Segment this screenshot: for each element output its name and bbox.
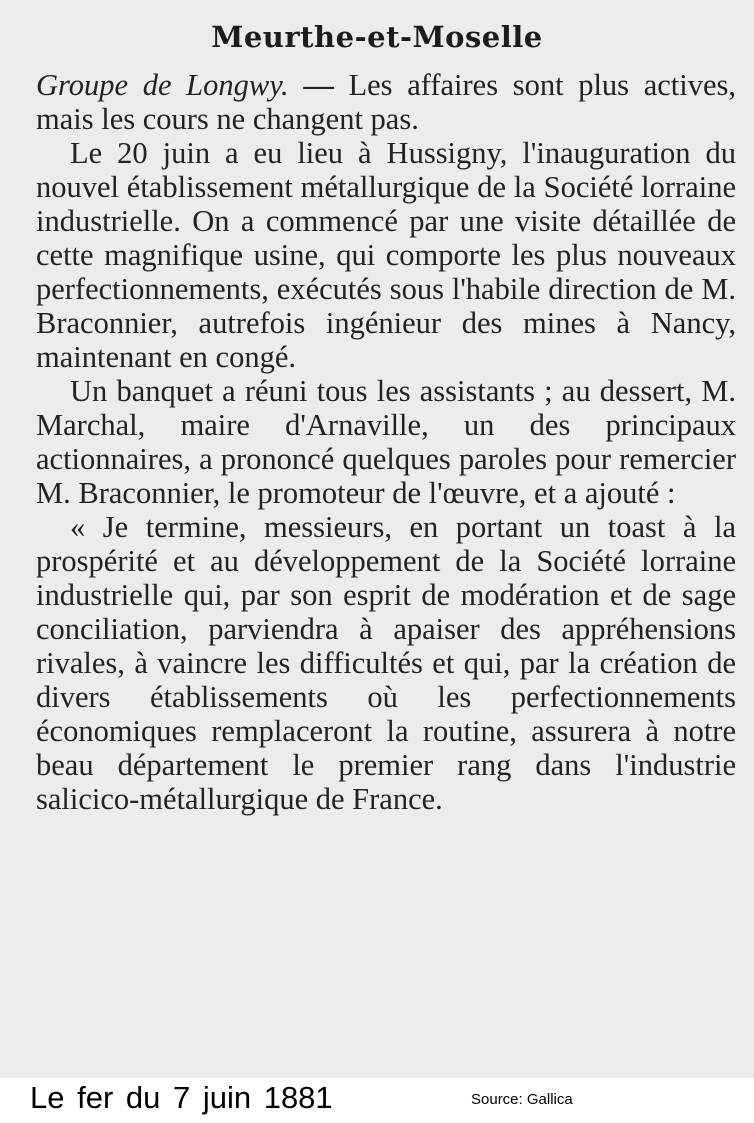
- article-heading: Meurthe-et-Moselle: [211, 20, 543, 54]
- paragraph-2: Le 20 juin a eu lieu à Hussigny, l'inauguration du nouvel établissement métallurgique de la Société lorraine industrielle. On a commencé par une visite détaillée de cette magnifique usine, qui comporte les plus nouveaux perfectionnements, exécutés sous l'habile direction de M. Braconnier, autrefois ingénieur des mines à Nancy, maintenant en congé.: [36, 136, 736, 374]
- paragraph-1: [36, 68, 736, 136]
- source-credit: Source: Gallica: [471, 1091, 573, 1108]
- paragraph-1-lead: Groupe de Longwy.: [36, 68, 289, 102]
- caption-text: Le fer du 7 juin 1881: [30, 1080, 333, 1115]
- paragraph-1-text: Les affaires sont plus actives, mais les cours ne changent pas.: [36, 68, 737, 136]
- footer-bar: [0, 1078, 754, 1123]
- paragraph-3: Un banquet a réuni tous les assistants ; au dessert, M. Marchal, maire d'Arnaville, un des principaux actionnaires, a prononcé quelques paroles pour remercier M. Braconnier, le promoteur de l'œuvre, et a ajouté :: [36, 374, 736, 510]
- paragraph-1-dash: —: [288, 68, 349, 102]
- paragraph-4-quote: « Je termine, messieurs, en portant un toast à la prospérité et au développement de la Société lorraine industrielle qui, par son esprit de modération et de sage conciliation, parviendra à apaiser des appréhensions rivales, à vaincre les difficultés et qui, par la création de divers établissements où les perfectionnements économiques remplaceront la routine, assurera à notre beau département le premier rang dans l'industrie salicico-métallurgique de France.: [36, 510, 736, 816]
- article-body: [36, 68, 736, 816]
